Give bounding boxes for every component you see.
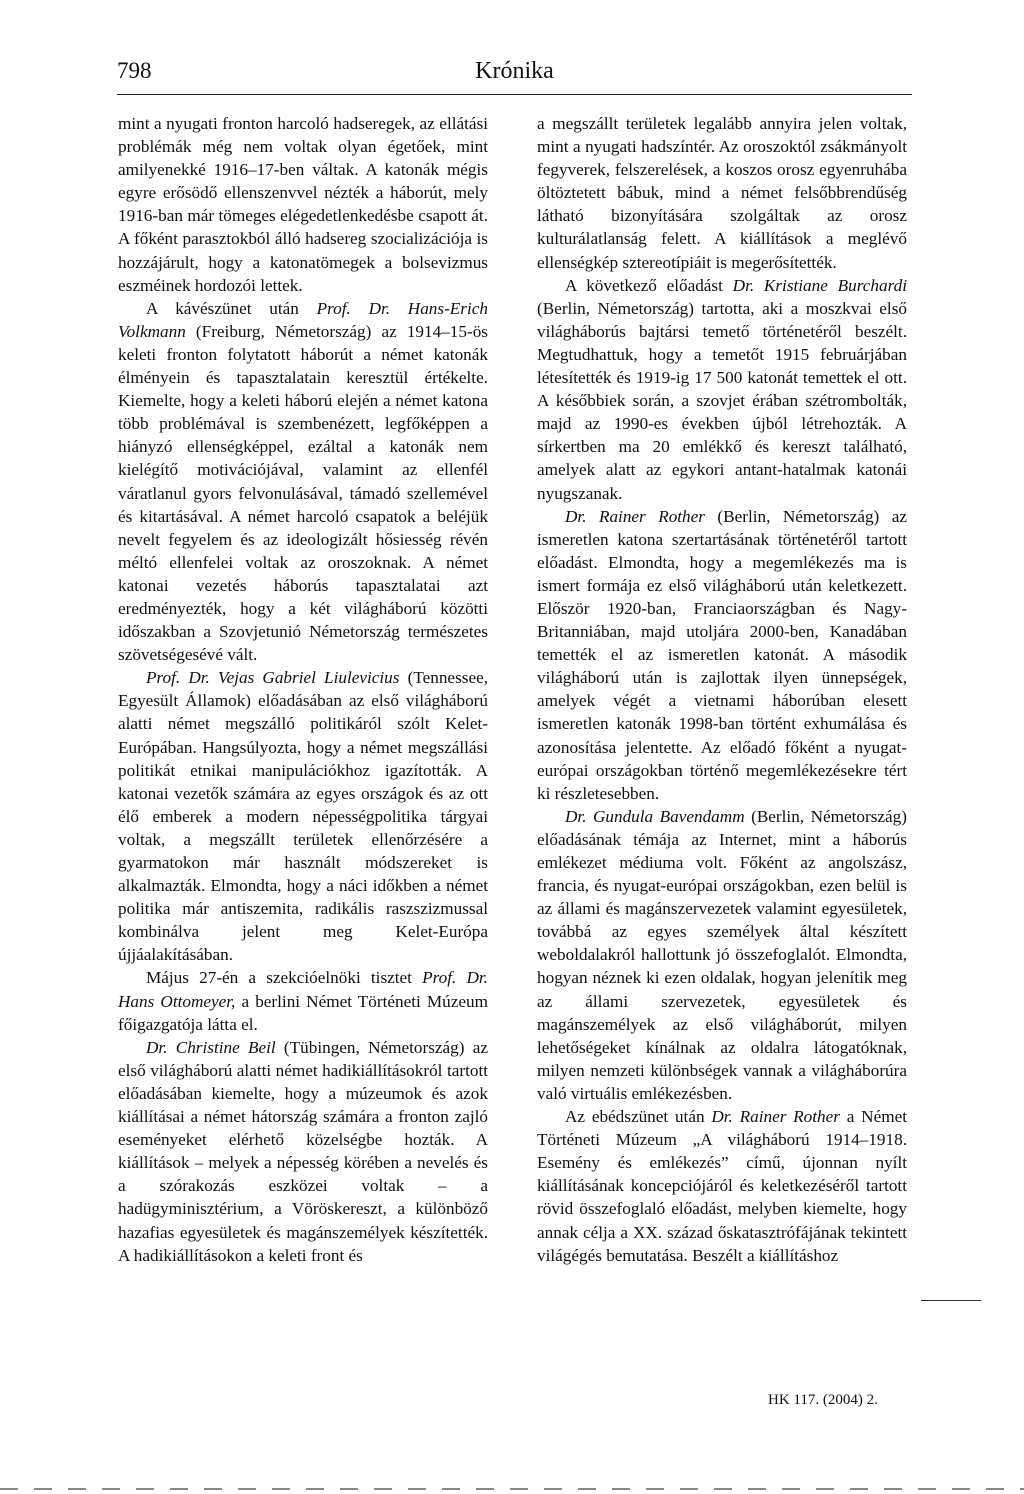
paragraph: [118, 112, 488, 297]
paragraph-text: (Berlin, Németország) előadásának témája az Internet, mint a háborús emlékezet médiuma volt. Főként az angolszász, francia, és nyugat-európai országokban, ezen belül is az állami és magánszervezetek valamint egyesületek, továbbá az egyes személyek által készített weboldalakról hallottunk jó összefoglalót. Elmondta, hogyan néznek ki ezen oldalak, hogyan jelenítik meg az állami szervezetek, egyesületek és magánszemélyek az első világháborút, milyen lehetőségeket kínálnak az oldalra látogatóknak, milyen nemzeti különbségek vannak a világháborúra való virtuális emlékezésben.: [537, 806, 907, 1103]
speaker-name: Dr. Rainer Rother: [565, 506, 705, 526]
speaker-name: Dr. Rainer Rother: [711, 1107, 840, 1127]
paragraph-text: (Tübingen, Németország) az első világháború alatti német hadikiállításokról tartott előadásában kiemelte, hogy a múzeumok és azok kiállításai a német hátország számára a fronton zajló eseményeket elérhető közelségbe hozták. A kiállítások – melyek a népesség körében a nevelés és a szórakozás eszközei voltak – a hadügyminisztérium, a Vöröskereszt, a különböző hazafias egyesületek és magánszemélyek készítették. A hadikiállításokon a keleti front és: [118, 1037, 488, 1265]
paragraph: [537, 805, 907, 1105]
scan-edge-divider: [0, 1488, 1024, 1490]
paragraph: [537, 505, 907, 805]
margin-rule: [921, 1300, 981, 1301]
page-header: [117, 54, 912, 95]
running-title: Krónika: [475, 58, 554, 84]
speaker-name: Prof. Dr. Hans Ottomeyer,: [118, 968, 488, 1011]
paragraph-text: a berlini Német Történeti Múzeum főigazgatója látta el.: [118, 991, 488, 1034]
paragraph-text: mint a nyugati fronton harcoló hadseregek, az ellátási problémák még nem voltak olyan égetőek, mint amilyenekké 1916–17-ben váltak. A katonák mégis egyre erősödő ellenszenvvel nézték a háborút, mely 1916-ban már tömeges elégedetlenkedésbe csapott át. A főként parasztokból álló hadsereg szocializációja is hozzájárult, hogy a katonatömegek a bolsevizmus eszméinek hordozói lettek.: [118, 114, 488, 295]
page-number: 798: [117, 58, 152, 83]
paragraph: [537, 112, 907, 274]
speaker-name: Dr. Kristiane Burchardi: [732, 275, 908, 295]
journal-reference: HK 117. (2004) 2.: [768, 1392, 878, 1408]
speaker-name: Dr. Gundula Bavendamm: [565, 806, 745, 826]
paragraph-text: Az ebédszünet után: [565, 1107, 712, 1127]
speaker-name: Dr. Christine Beil: [146, 1037, 276, 1057]
paragraph-text: (Berlin, Németország) tartotta, aki a moszkvai első világháborús bajtársi temető történetéről beszélt. Megtudhattuk, hogy a temetőt 1915 februárjában létesítették és 1919-ig 17 500 katonát temettek el ott. A későbbiek során, a szovjet érában szétrombolták, majd az 1990-es években újból létrehozták. A sírkertben ma 20 emlékkő és kereszt található, amelyek alatt az egykori antant-hatalmak katonái nyugszanak.: [537, 298, 907, 503]
paragraph-text: A következő előadást: [565, 275, 733, 295]
paragraph-text: a megszállt területek legalább annyira jelen voltak, mint a nyugati hadszíntér. Az oroszoktól zsákmányolt fegyverek, felszerelések, a koszos orosz egyenruhába öltöztetett bábuk, mind a német felsőbbrendűség látható bizonyítására szolgáltak az orosz kulturálatlanság felett. A kiállítások a meglévő ellenségkép sztereotípiáit is megerősítették.: [537, 114, 907, 272]
speaker-name: Prof. Dr. Hans-Erich Volkmann: [118, 298, 488, 341]
paragraph-text: Május 27-én a szekcióelnöki tisztet: [146, 968, 423, 988]
left-column: [118, 112, 488, 1267]
paragraph-text: (Berlin, Németország) az ismeretlen katona szertartásának történetéről tartott előadást. Elmondta, hogy a megemlékezés ma is ismert formája ez első világháború után keletkezett. Először 1920-ban, Franciaországban és Nagy-Britanniában, majd utoljára 2000-ben, Kanadában temették el az ismeretlen katonát. A második világháború után is zajlottak ilyen ünnepségek, amelyek végét a vietnami háborúban elesett ismeretlen katonák 1998-ban történt exhumálása és azonosítása jelentette. Az előadó főként a nyugat-európai országokban történő megemlékezésekre tért ki részletesebben.: [537, 506, 907, 803]
paragraph: [118, 297, 488, 667]
paragraph: [537, 274, 907, 505]
right-column: [537, 112, 907, 1267]
paragraph: [118, 1036, 488, 1267]
paragraph-text: (Tennessee, Egyesült Államok) előadásában az első világháború alatti német megszálló politikáról szólt Kelet-Európában. Hangsúlyozta, hogy a német megszállási politikát etnikai manipulációkhoz igazították. A katonai vezetők számára az egyes országok és az ott élő emberek a modern népességpolitika tárgyai voltak, a megszállt területek ellenőrzésére a gyarmatokon már használt módszereket is alkalmazták. Elmondta, hogy a náci időkben a német politika már antiszemita, radikális raszszizmussal kombinálva jelent meg Kelet-Európa újjáalakításában.: [118, 668, 488, 965]
paragraph-text: A kávészünet után: [146, 298, 317, 318]
paragraph: [118, 666, 488, 966]
paragraph-text: a Német Történeti Múzeum „A világháború 1914–1918. Esemény és emlékezés” című, újonnan nyílt kiállításának koncepciójáról és keletkezéséről tartott rövid összefoglaló előadást, melyben kiemelte, hogy annak célja a XX. század őskatasztrófájának tekintett világégés bemutatása. Beszélt a kiállításhoz: [537, 1107, 907, 1265]
paragraph: [537, 1105, 907, 1267]
paragraph-text: (Freiburg, Németország) az 1914–15-ös keleti fronton folytatott háborút a német katonák élményein és tapasztalatain keresztül értékelte. Kiemelte, hogy a keleti háború elején a német katona több problémával is szembenézett, legfőképpen a hiányzó ellenségképpel, ezáltal a katonák nem kielégítő motivációjával, valamint az ellenfél váratlanul gyors felvonulásával, támadó szellemével és kitartásával. A német harcoló csapatok a beléjük nevelt fegyelem és az ideologizált hősiesség révén méltó ellenfelei voltak az oroszoknak. A német katonai vezetés háborús tapasztalatai azt eredményezték, hogy a két világháború közötti időszakban a Szovjetunió Németország természetes szövetségesévé vált.: [118, 321, 488, 665]
speaker-name: Prof. Dr. Vejas Gabriel Liulevicius: [146, 668, 400, 688]
paragraph: [118, 966, 488, 1035]
